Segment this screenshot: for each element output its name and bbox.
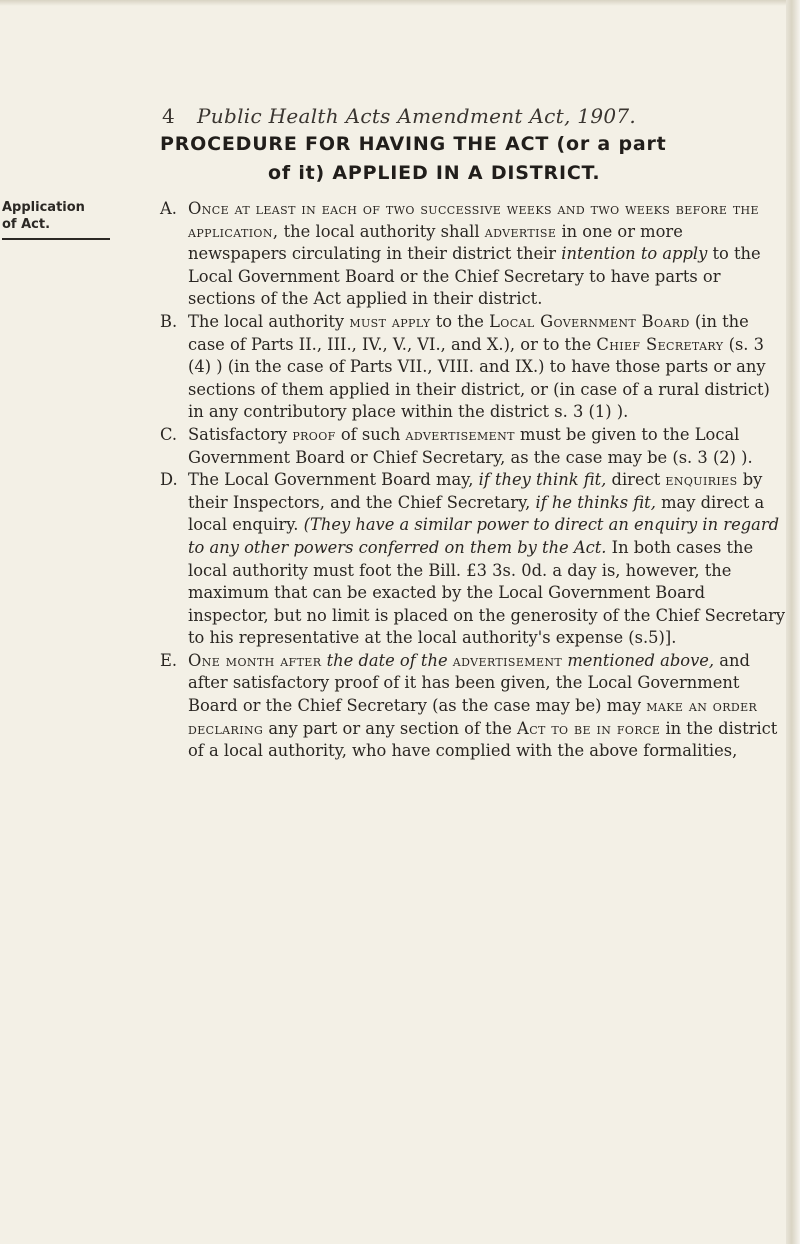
clause-d-letter: D. [160, 470, 178, 490]
procedure-body [160, 198, 786, 763]
page-number: 4 [162, 104, 176, 128]
clause-b-smallcaps-1: must apply [349, 311, 431, 331]
clause-c [160, 424, 786, 469]
margin-note-line-1: Application [2, 200, 85, 215]
clause-b-letter: B. [160, 311, 178, 331]
margin-rule [2, 238, 110, 240]
running-header [162, 104, 636, 128]
clause-c-text-3: must be given to the Local Government Board or Chief Secretary, as the case may be (s. 3 (2) ). [188, 424, 753, 467]
clause-d-text-3: by their Inspectors, and the Chief Secretary, [188, 470, 763, 512]
clause-b-smallcaps-3: Chief Secretary [596, 334, 724, 354]
clause-a-text-2: in one or more newspapers circulating in their district their [188, 221, 683, 264]
clause-c-letter: C. [160, 424, 178, 444]
clause-d-text-2: direct [606, 470, 666, 490]
clause-b [160, 311, 786, 424]
clause-a-italic-1: intention to apply [561, 244, 708, 264]
clause-a-smallcaps-2: advertise [484, 221, 557, 241]
clause-a-smallcaps-1: Once at least in each of two successive weeks and two weeks before the application, [188, 199, 759, 241]
section-title-line-1: PROCEDURE FOR HAVING THE ACT (or a part [160, 133, 667, 155]
clause-b-text-2: to the [430, 311, 490, 331]
clause-e-smallcaps-1: One month after [188, 650, 322, 670]
clause-e [160, 650, 786, 763]
section-title [160, 133, 780, 184]
page-right-edge [786, 0, 800, 1244]
margin-note-line-2: of Act. [2, 217, 51, 232]
clause-e-smallcaps-2: advertisement [452, 650, 563, 670]
clause-a-text-1: the local authority shall [278, 221, 485, 241]
clause-a-letter: A. [160, 199, 177, 218]
clause-e-text-5: any part or any section of the [263, 718, 518, 738]
clause-b-smallcaps-2: Local Government Board [489, 311, 690, 331]
clause-d-italic-3: (They have a similar power to direct an enquiry in regard to any other powers conferred on them by the Act. [188, 515, 780, 557]
clause-e-smallcaps-3: make an order declaring [188, 696, 758, 738]
clause-e-letter: E. [160, 650, 178, 670]
clause-e-text-6: in the district of a local authority, who have complied with the above formalities, [188, 718, 778, 761]
clause-d-smallcaps-1: enquiries [665, 470, 738, 490]
clause-c-smallcaps-1: proof [292, 424, 336, 444]
clause-d [160, 469, 786, 650]
clause-d-text-1: The Local Government Board may, [188, 470, 479, 490]
clause-b-text-4: (s. 3 (4) ) (in the case of Parts VII., VIII. and IX.) to have those parts or any sections of them applied in their district, or (in case of a rural district) in any contributory place within the district s. 3 (1) ). [188, 334, 770, 422]
clause-a [160, 198, 786, 311]
clause-e-italic-1: the date of the [326, 650, 448, 670]
clause-c-smallcaps-2: advertisement [405, 424, 515, 444]
clause-a-text-3: to the Local Government Board or the Chief Secretary to have parts or sections of the Act applied in their district. [188, 244, 761, 309]
clause-e-italic-2: mentioned above, [567, 650, 715, 670]
running-title: Public Health Acts Amendment Act, 1907. [197, 104, 637, 128]
clause-b-text-1: The local authority [188, 311, 350, 331]
clause-d-italic-2: if he thinks fit, [535, 492, 656, 512]
page-top-edge [0, 0, 800, 6]
clause-b-text-3: (in the case of Parts II., III., IV., V., VI., and X.), or to the [188, 311, 749, 354]
clause-d-text-4: may direct a local enquiry. [188, 492, 765, 535]
clause-c-text-1: Satisfactory [188, 424, 293, 444]
margin-note [2, 199, 112, 233]
clause-e-smallcaps-4: Act to be in force [517, 718, 661, 738]
clause-d-text-5: In both cases the local authority must foot the Bill. £3 3s. 0d. a day is, however, the maximum that can be exacted by the Local Government Board inspector, but no limit is placed on the generosity of the Chief Secretary to his representative at the local authority's expense (s.5)]. [188, 537, 786, 648]
clause-d-italic-1: if they think fit, [478, 470, 607, 490]
clause-c-text-2: of such [335, 424, 406, 444]
section-title-line-2: of it) APPLIED IN A DISTRICT. [268, 162, 601, 184]
clause-e-text-4: and after satisfactory proof of it has been given, the Local Government Board or the Chief Secretary (as the case may be) may [188, 650, 750, 716]
